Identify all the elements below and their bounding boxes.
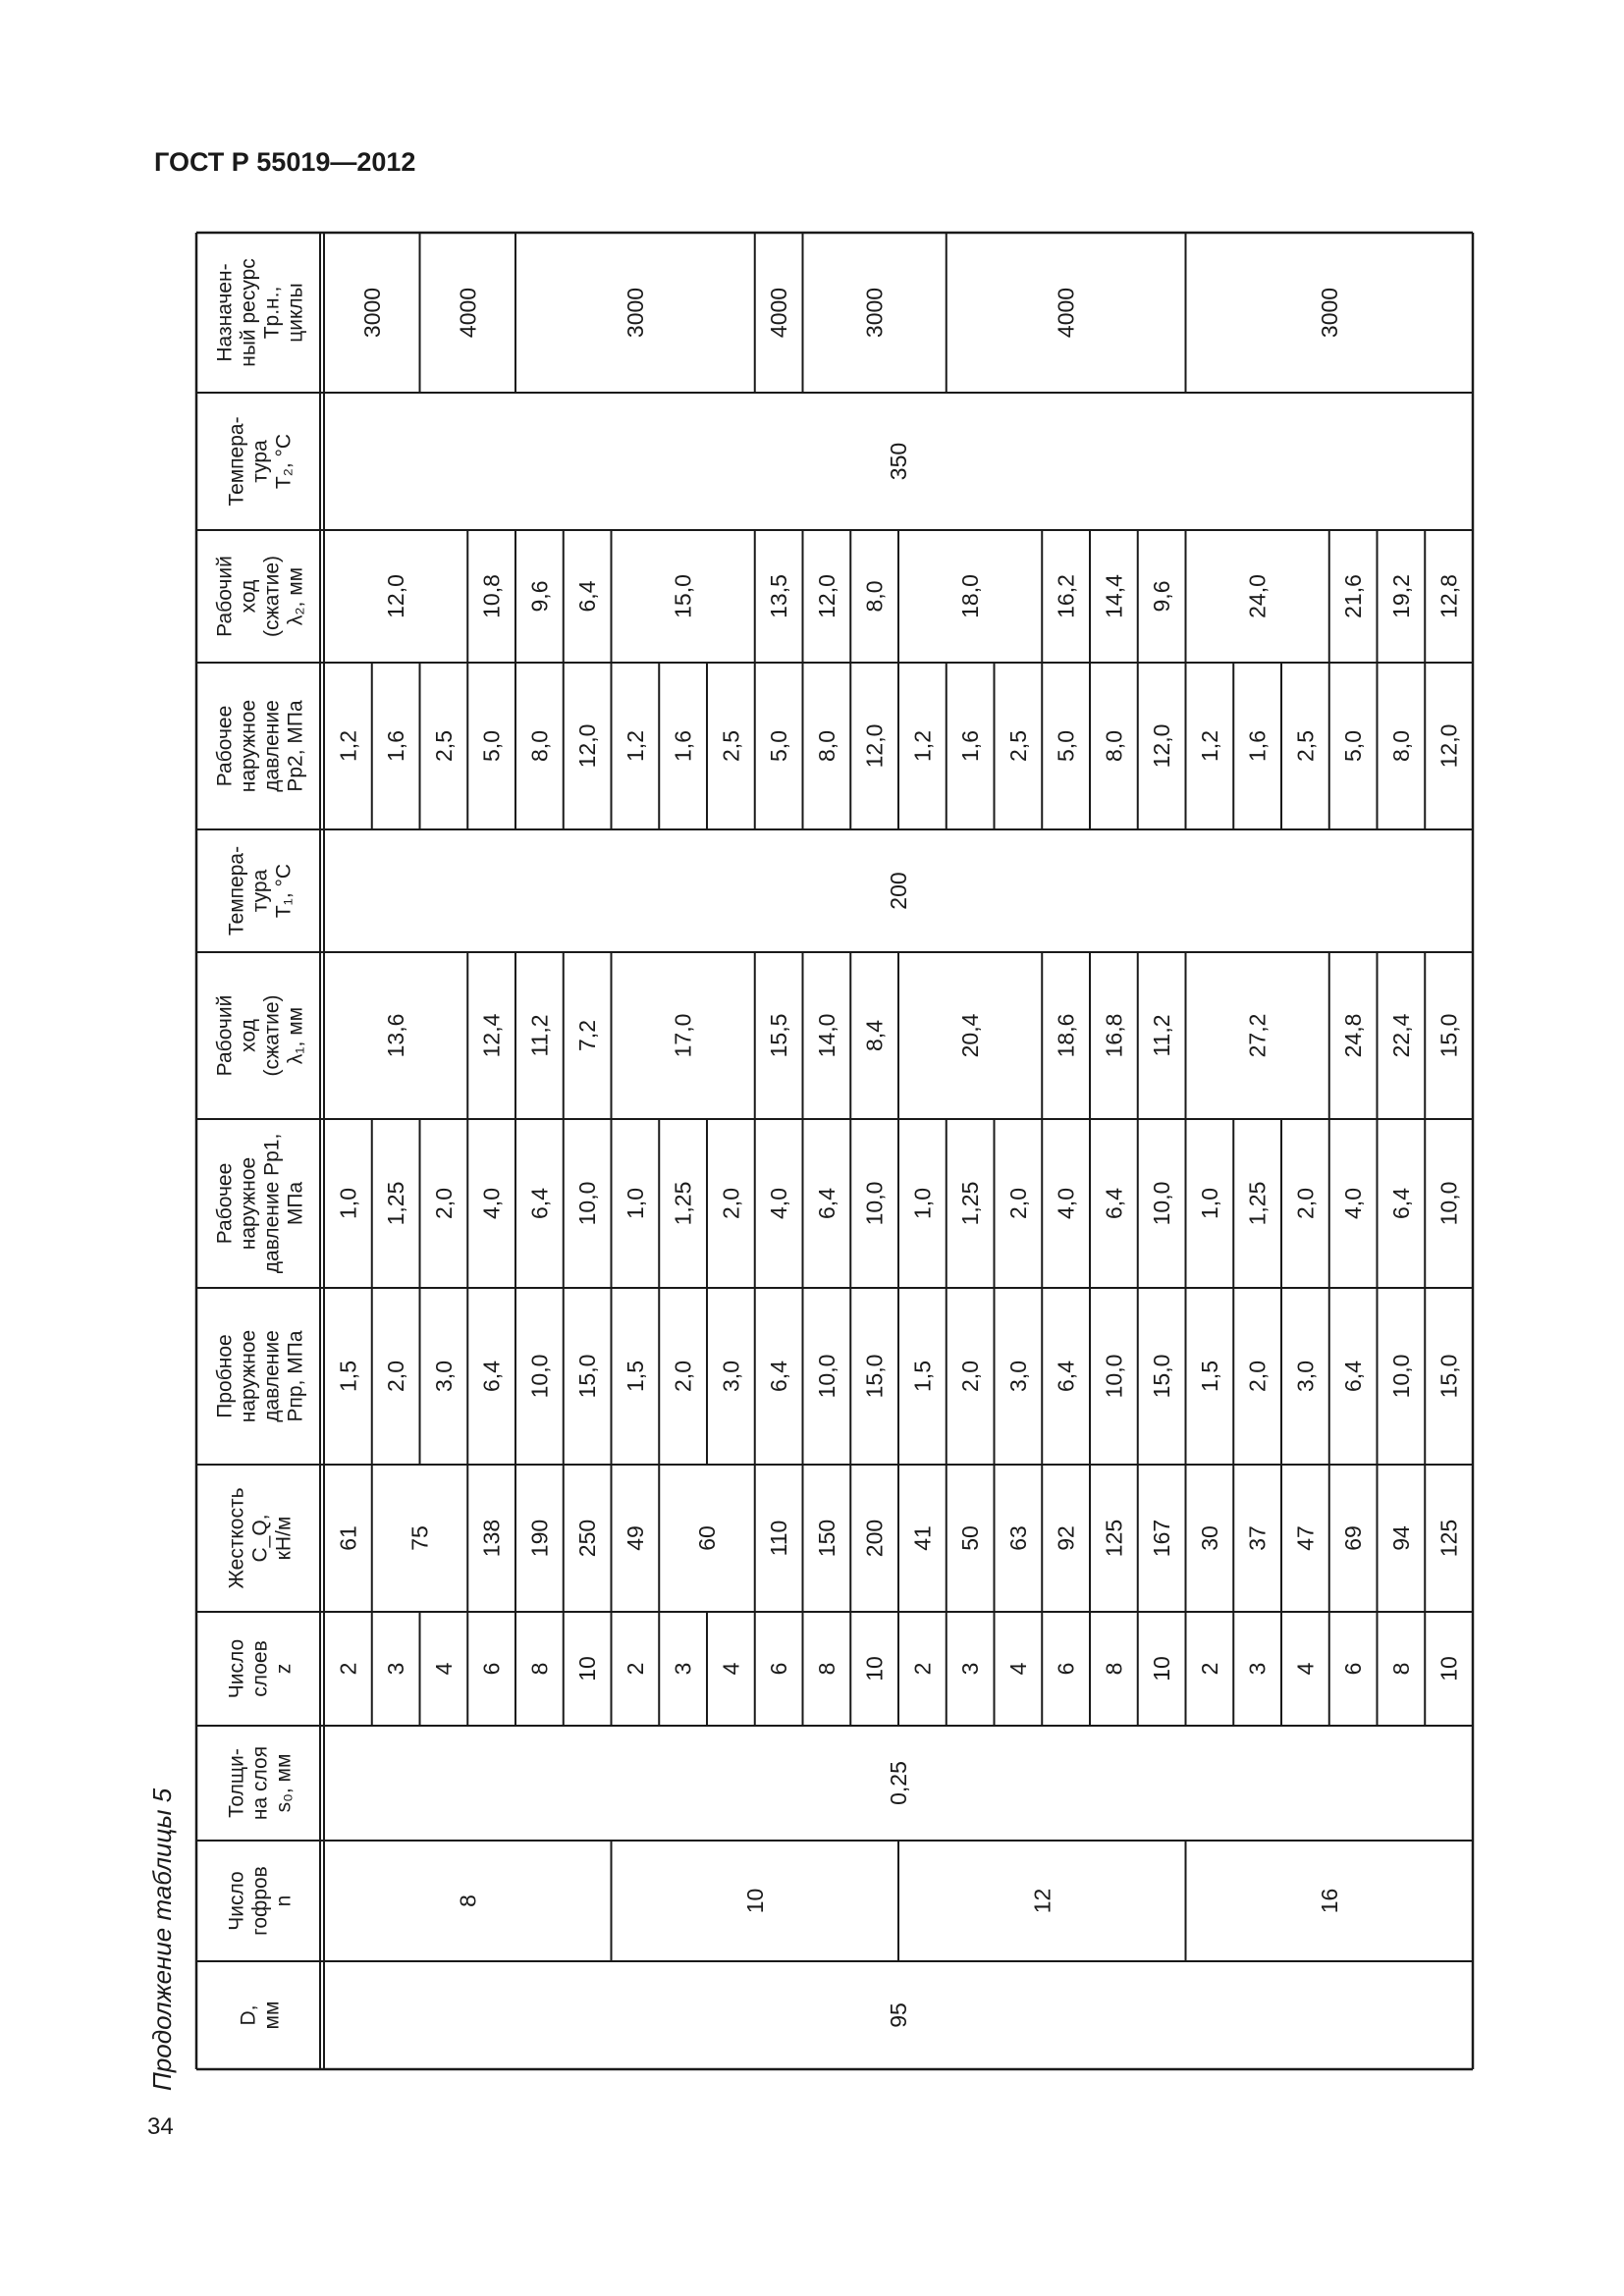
column-header-ppr: Пробное	[213, 1334, 237, 1418]
table-cell-cq: 110	[766, 1520, 792, 1557]
column-header-l1: (сжатие)	[260, 994, 284, 1077]
table-cell-pp1: 1,25	[1244, 1181, 1271, 1226]
column-header-pp2: наружное	[237, 699, 260, 793]
column-header-tr: циклы	[284, 283, 307, 343]
table-cell-pp2: 1,6	[957, 730, 984, 762]
table-cell-l1: 14,0	[813, 1013, 839, 1058]
table-cell-t2: 350	[886, 442, 911, 481]
table-cell-s0: 0,25	[886, 1761, 911, 1805]
document-header: ГОСТ Р 55019—2012	[154, 147, 416, 177]
table-cell-pp1: 2,0	[718, 1188, 744, 1219]
table-cell-z: 10	[574, 1656, 601, 1682]
column-header-t1: тура	[248, 869, 272, 913]
table-cell-tr: 4000	[1053, 287, 1079, 339]
table-cell-pp2: 8,0	[526, 730, 553, 762]
column-header-t1: Темпера-	[225, 845, 248, 936]
table-cell-z: 2	[1196, 1662, 1222, 1676]
table-cell-l1: 27,2	[1244, 1013, 1271, 1058]
table-cell-tr: 3000	[622, 287, 648, 339]
table-cell-pp2: 12,0	[574, 723, 601, 769]
table-cell-pp1: 10,0	[1435, 1181, 1462, 1226]
table-cell-z: 6	[478, 1662, 505, 1676]
table-cell-l2: 15,0	[670, 574, 696, 618]
table-cell-pp1: 6,4	[1101, 1188, 1127, 1219]
column-header-z: Число	[225, 1638, 248, 1699]
table-cell-z: 10	[1435, 1656, 1462, 1682]
table-cell-ppr: 3,0	[430, 1361, 457, 1392]
table-cell-pp2: 8,0	[1387, 730, 1414, 762]
table-cell-tr: 3000	[1316, 287, 1342, 339]
table-cell-pp2: 1,6	[670, 730, 696, 762]
column-header-t2: Темпера-	[225, 416, 248, 507]
table-cell-pp1: 2,0	[430, 1188, 457, 1219]
table-cell-D: 95	[886, 2002, 911, 2028]
table-cell-l2: 12,0	[813, 574, 839, 618]
table-cell-cq: 92	[1053, 1525, 1079, 1551]
table-cell-pp2: 8,0	[1101, 730, 1127, 762]
table-cell-ppr: 1,5	[622, 1361, 648, 1392]
table-cell-pp2: 1,6	[383, 730, 409, 762]
table-cell-ppr: 10,0	[1101, 1354, 1127, 1399]
column-header-pp1: МПа	[284, 1181, 307, 1226]
table-cell-cq: 125	[1435, 1519, 1462, 1558]
table-cell-pp2: 5,0	[766, 730, 792, 762]
table-cell-t1: 200	[886, 872, 911, 910]
column-header-t2: тура	[248, 440, 272, 483]
table-cell-cq: 49	[622, 1525, 648, 1551]
table-cell-cq: 60	[694, 1525, 720, 1551]
table-cell-cq: 47	[1292, 1525, 1319, 1551]
table-cell-pp1: 1,0	[335, 1188, 361, 1219]
table-cell-l1: 18,6	[1053, 1013, 1079, 1058]
table-cell-cq: 75	[406, 1525, 433, 1551]
column-header-pp1: наружное	[237, 1156, 260, 1251]
column-header-ppr: давление	[260, 1330, 284, 1422]
table-cell-z: 8	[813, 1662, 839, 1676]
table-cell-cq: 30	[1196, 1525, 1222, 1551]
table-cell-l1: 17,0	[670, 1013, 696, 1058]
table-cell-ppr: 1,5	[909, 1361, 936, 1392]
column-header-l2: λ₂, мм	[284, 566, 307, 626]
table-cell-l1: 22,4	[1387, 1013, 1414, 1058]
table-cell-pp1: 6,4	[526, 1188, 553, 1219]
table-cell-ppr: 10,0	[813, 1354, 839, 1399]
table-cell-cq: 50	[957, 1525, 984, 1551]
column-header-pp2: давление	[260, 700, 284, 792]
table-cell-l2: 6,4	[574, 580, 601, 613]
table-cell-pp2: 5,0	[1340, 730, 1367, 762]
table-cell-l2: 13,5	[766, 574, 792, 618]
table-cell-l2: 18,0	[957, 574, 984, 618]
table-cell-ppr: 2,0	[1244, 1361, 1271, 1392]
column-header-t2: T₂, °C	[272, 433, 296, 490]
table-cell-z: 4	[1292, 1662, 1319, 1676]
table-cell-pp2: 8,0	[813, 730, 839, 762]
table-cell-z: 10	[1149, 1656, 1175, 1682]
table-cell-tr: 3000	[358, 287, 385, 339]
table-cell-pp1: 6,4	[813, 1188, 839, 1219]
table-cell-cq: 138	[478, 1519, 505, 1558]
table-cell-n: 12	[1029, 1888, 1056, 1914]
column-header-s0: Толщи-	[225, 1748, 248, 1818]
table-cell-z: 3	[383, 1662, 409, 1676]
table-cell-ppr: 6,4	[478, 1361, 505, 1392]
table-cell-pp2: 1,2	[909, 730, 936, 762]
table-cell-pp2: 2,5	[430, 730, 457, 762]
table-cell-pp1: 10,0	[574, 1181, 601, 1226]
column-header-pp1: давление Pp1,	[260, 1133, 284, 1274]
table-cell-n: 16	[1316, 1888, 1342, 1914]
table-cell-ppr: 3,0	[1004, 1361, 1031, 1392]
table-cell-pp1: 2,0	[1004, 1188, 1031, 1219]
table-cell-l1: 20,4	[957, 1013, 984, 1058]
table-cell-pp1: 2,0	[1292, 1188, 1319, 1219]
table-cell-z: 2	[622, 1662, 648, 1676]
table-cell-pp1: 10,0	[1149, 1181, 1175, 1226]
table-cell-n: 10	[741, 1888, 768, 1914]
table-cell-pp2: 1,2	[622, 730, 648, 762]
table-cell-l1: 8,4	[861, 1020, 888, 1051]
table-cell-pp2: 1,2	[335, 730, 361, 762]
table-cell-ppr: 1,5	[335, 1361, 361, 1392]
column-header-l1: ход	[237, 1019, 260, 1052]
table-cell-z: 3	[957, 1662, 984, 1676]
column-header-n: Число	[225, 1871, 248, 1931]
table-cell-cq: 190	[526, 1519, 553, 1558]
table-cell-cq: 150	[813, 1519, 839, 1558]
column-header-tr: Назначен-	[213, 263, 237, 362]
table-cell-pp1: 4,0	[478, 1188, 505, 1219]
table-cell-l2: 12,0	[383, 574, 409, 618]
table-cell-l1: 7,2	[574, 1020, 601, 1051]
table-cell-z: 6	[766, 1662, 792, 1676]
table-cell-pp2: 12,0	[1149, 723, 1175, 769]
table-cell-pp1: 1,25	[670, 1181, 696, 1226]
table-cell-l1: 13,6	[383, 1013, 409, 1058]
table-cell-ppr: 10,0	[526, 1354, 553, 1399]
table-cell-tr: 4000	[766, 287, 792, 339]
table-cell-ppr: 6,4	[1053, 1361, 1079, 1392]
column-header-l2: (сжатие)	[260, 555, 284, 638]
table-cell-l1: 11,2	[526, 1014, 553, 1057]
column-header-tr: Tр.н.,	[260, 286, 284, 340]
table-cell-pp1: 4,0	[1053, 1188, 1079, 1219]
table-cell-pp1: 4,0	[1340, 1188, 1367, 1219]
table-cell-pp1: 1,0	[622, 1188, 648, 1219]
table-cell-l1: 11,2	[1149, 1014, 1175, 1057]
table-cell-l2: 8,0	[861, 580, 888, 613]
column-header-n: гофров	[248, 1866, 272, 1936]
table-cell-z: 4	[430, 1662, 457, 1676]
table-cell-pp1: 1,25	[383, 1181, 409, 1226]
column-header-z: z	[272, 1663, 296, 1675]
table-cell-tr: 3000	[861, 287, 888, 339]
table-cell-l2: 19,2	[1387, 574, 1414, 618]
column-header-l2: Рабочий	[213, 556, 237, 637]
table-cell-pp2: 5,0	[1053, 730, 1079, 762]
table-cell-ppr: 6,4	[1340, 1361, 1367, 1392]
table-cell-l2: 14,4	[1101, 574, 1127, 618]
table-cell-ppr: 10,0	[1387, 1354, 1414, 1399]
table-cell-pp2: 1,2	[1196, 730, 1222, 762]
table-cell-l2: 16,2	[1053, 574, 1079, 618]
column-header-l2: ход	[237, 579, 260, 614]
column-header-z: слоев	[248, 1640, 272, 1697]
table-cell-pp1: 4,0	[766, 1188, 792, 1219]
table-cell-l1: 24,8	[1340, 1013, 1367, 1058]
column-header-D: D,	[237, 2004, 260, 2026]
table-cell-pp2: 5,0	[478, 730, 505, 762]
table-cell-pp2: 12,0	[861, 723, 888, 769]
column-header-ppr: Pпр, МПа	[284, 1330, 307, 1422]
table-cell-cq: 69	[1340, 1525, 1367, 1551]
table-cell-n: 8	[455, 1895, 481, 1907]
column-header-l1: λ₁, мм	[284, 1006, 307, 1065]
page-number: 34	[147, 2113, 174, 2140]
column-header-pp1: Рабочее	[213, 1162, 237, 1245]
table-cell-pp1: 10,0	[861, 1181, 888, 1226]
table-cell-ppr: 15,0	[1435, 1354, 1462, 1399]
table-cell-z: 2	[335, 1662, 361, 1676]
table-cell-pp1: 1,0	[909, 1188, 936, 1219]
column-header-s0: на слоя	[248, 1745, 272, 1821]
column-header-cq: кН/м	[272, 1516, 296, 1561]
table-cell-ppr: 2,0	[383, 1361, 409, 1392]
table-cell-l2: 10,8	[478, 574, 505, 618]
table-cell-z: 4	[1004, 1662, 1031, 1676]
table-cell-ppr: 3,0	[1292, 1361, 1319, 1392]
table-cell-cq: 41	[909, 1525, 936, 1551]
table-cell-pp2: 1,6	[1244, 730, 1271, 762]
table-caption: Продолжение таблицы 5	[147, 1788, 177, 2091]
table-cell-ppr: 2,0	[957, 1361, 984, 1392]
table-cell-z: 4	[718, 1662, 744, 1676]
table-cell-z: 2	[909, 1662, 936, 1676]
table-cell-ppr: 3,0	[718, 1361, 744, 1392]
table-cell-l2: 9,6	[1149, 580, 1175, 613]
table-cell-ppr: 15,0	[1149, 1354, 1175, 1399]
table-cell-cq: 125	[1101, 1519, 1127, 1558]
table-cell-l2: 12,8	[1435, 574, 1462, 618]
table-cell-cq: 61	[335, 1525, 361, 1551]
table-cell-z: 8	[1387, 1662, 1414, 1676]
table-cell-cq: 250	[574, 1519, 601, 1558]
column-header-D: мм	[260, 2001, 284, 2030]
table-cell-l2: 24,0	[1244, 574, 1271, 618]
table-cell-tr: 4000	[455, 287, 481, 339]
table-cell-l1: 12,4	[478, 1013, 505, 1058]
table-cell-ppr: 6,4	[766, 1361, 792, 1392]
table-cell-l1: 16,8	[1101, 1013, 1127, 1058]
column-header-cq: C_Q,	[248, 1514, 272, 1563]
table-cell-cq: 63	[1004, 1525, 1031, 1551]
column-header-ppr: наружное	[237, 1329, 260, 1423]
table-cell-pp1: 1,0	[1196, 1188, 1222, 1219]
table-cell-z: 3	[1244, 1662, 1271, 1676]
table-cell-cq: 167	[1149, 1519, 1175, 1558]
table-cell-z: 8	[1101, 1662, 1127, 1676]
table-cell-z: 8	[526, 1662, 553, 1676]
table-cell-pp2: 2,5	[1292, 730, 1319, 762]
table-cell-ppr: 15,0	[861, 1354, 888, 1399]
table-cell-z: 3	[670, 1662, 696, 1676]
table-cell-pp2: 12,0	[1435, 723, 1462, 769]
table-cell-ppr: 15,0	[574, 1354, 601, 1399]
table-cell-cq: 94	[1387, 1525, 1414, 1551]
table-cell-ppr: 2,0	[670, 1361, 696, 1392]
table-cell-cq: 200	[861, 1519, 888, 1558]
column-header-s0: s₀, мм	[272, 1753, 296, 1813]
column-header-l1: Рабочий	[213, 994, 237, 1077]
column-header-n: n	[272, 1895, 296, 1907]
column-header-pp2: Pp2, МПа	[284, 700, 307, 792]
table-cell-l1: 15,5	[766, 1013, 792, 1058]
table-cell-z: 6	[1053, 1662, 1079, 1676]
column-header-pp2: Рабочее	[213, 705, 237, 787]
column-header-t1: T₁, °C	[272, 863, 296, 919]
table-cell-z: 6	[1340, 1662, 1367, 1676]
table-cell-l1: 15,0	[1435, 1013, 1462, 1058]
column-header-tr: ный ресурс	[237, 258, 260, 367]
table-cell-z: 10	[861, 1656, 888, 1682]
table-cell-pp1: 6,4	[1387, 1188, 1414, 1219]
table-cell-cq: 37	[1244, 1525, 1271, 1551]
table-cell-pp2: 2,5	[718, 730, 744, 762]
table-cell-pp1: 1,25	[957, 1181, 984, 1226]
table-cell-pp2: 2,5	[1004, 730, 1031, 762]
table-cell-l2: 21,6	[1340, 574, 1367, 618]
table-cell-l2: 9,6	[526, 580, 553, 613]
column-header-cq: Жесткость	[225, 1487, 248, 1589]
table-cell-ppr: 1,5	[1196, 1361, 1222, 1392]
